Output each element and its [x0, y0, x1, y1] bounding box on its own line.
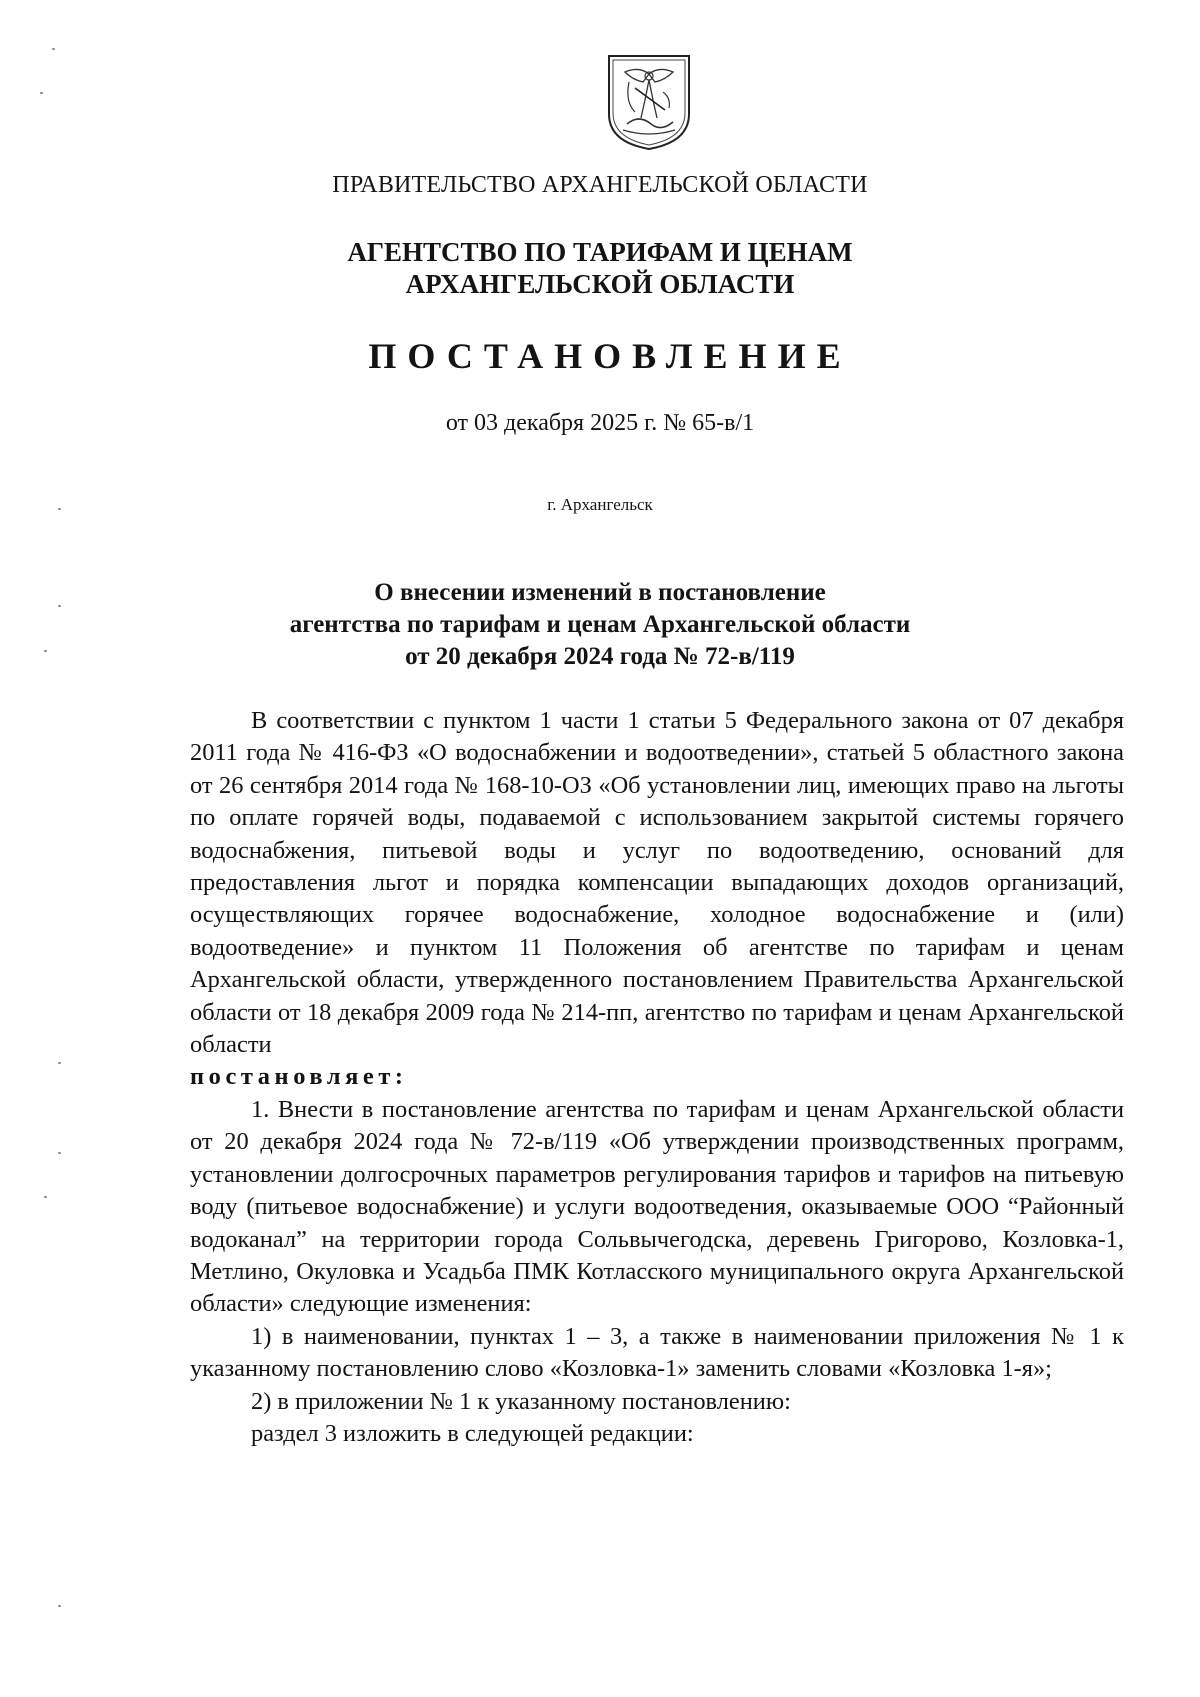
scan-speck: [58, 1062, 61, 1064]
preamble-text: В соответствии с пунктом 1 части 1 статьи 5 Федерального закона от 07 декабря 2011 года № 416-ФЗ «О водоснабжении и водоотведении», статьей 5 областного закона от 26 сентября 2014 года № 168-10-ОЗ «Об установлении лиц, имеющих право на льготы по оплате горячей воды, подаваемой с использованием закрытой системы горячего водоснабжения, питьевой воды и услуг по водоотведению, оснований для предоставления льгот и порядка компенсации выпадающих доходов организаций, осуществляющих горячее водоснабжение, холодное водоснабжение и (или) водоотведение» и пунктом 11 Положения об агентстве по тарифам и ценам Архангельской области, утвержденного постановлением Правительства Архангельской области от 18 декабря 2009 года № 214-пп, агентство по тарифам и ценам Архангельской области: [190, 707, 1124, 1059]
agency-name-line1: АГЕНТСТВО ПО ТАРИФАМ И ЦЕНАМ: [347, 237, 853, 267]
scan-speck: [52, 48, 55, 50]
subitem-1-paragraph: 1) в наименовании, пунктах 1 – 3, а также в наименовании приложения № 1 к указанному постановлению слово «Козловка-1» заменить словами «Козловка 1-я»;: [190, 1322, 1124, 1383]
scan-speck: [58, 605, 61, 607]
government-name: ПРАВИТЕЛЬСТВО АРХАНГЕЛЬСКОЙ ОБЛАСТИ: [332, 172, 868, 198]
document-body: [190, 705, 1124, 1450]
document-type-title: ПОСТАНОВЛЕНИЕ: [368, 336, 852, 376]
scan-speck: [44, 1196, 47, 1198]
subject-line1: О внесении изменений в постановление: [374, 579, 826, 606]
scan-speck: [58, 1605, 61, 1607]
subject-line2: агентства по тарифам и ценам Архангельской области: [289, 611, 911, 638]
scan-speck: [58, 508, 61, 510]
document-date-number: от 03 декабря 2025 г. № 65-в/1: [445, 410, 755, 436]
document-city: г. Архангельск: [547, 495, 653, 514]
coat-of-arms-icon: [605, 52, 693, 152]
subject-line3: от 20 декабря 2024 года № 72-в/119: [405, 643, 795, 670]
item-1-paragraph: 1. Внести в постановление агентства по тарифам и ценам Архангельской области от 20 декабря 2024 года № 72-в/119 «Об утверждении производственных программ, установлении долгосрочных параметров регулирования тарифов и тарифов на питьевую воду (питьевое водоснабжение) и услуги водоотведения, оказываемые ООО “Районный водоканал” на территории города Сольвычегодска, деревень Григорово, Козловка-1, Метлино, Окуловка и Усадьба ПМК Котласского муниципального округа Архангельской области» следующие изменения:: [190, 1095, 1124, 1318]
scan-speck: [40, 92, 43, 94]
resolves-word: постановляет:: [190, 1063, 408, 1091]
section-3-intro: раздел 3 изложить в следующей редакции:: [251, 1419, 694, 1447]
subitem-2-paragraph: 2) в приложении № 1 к указанному постановлению:: [251, 1387, 791, 1415]
scan-speck: [58, 1152, 61, 1154]
agency-name-line2: АРХАНГЕЛЬСКОЙ ОБЛАСТИ: [405, 269, 795, 299]
scan-speck: [44, 650, 47, 652]
preamble-paragraph: [190, 705, 1124, 1094]
